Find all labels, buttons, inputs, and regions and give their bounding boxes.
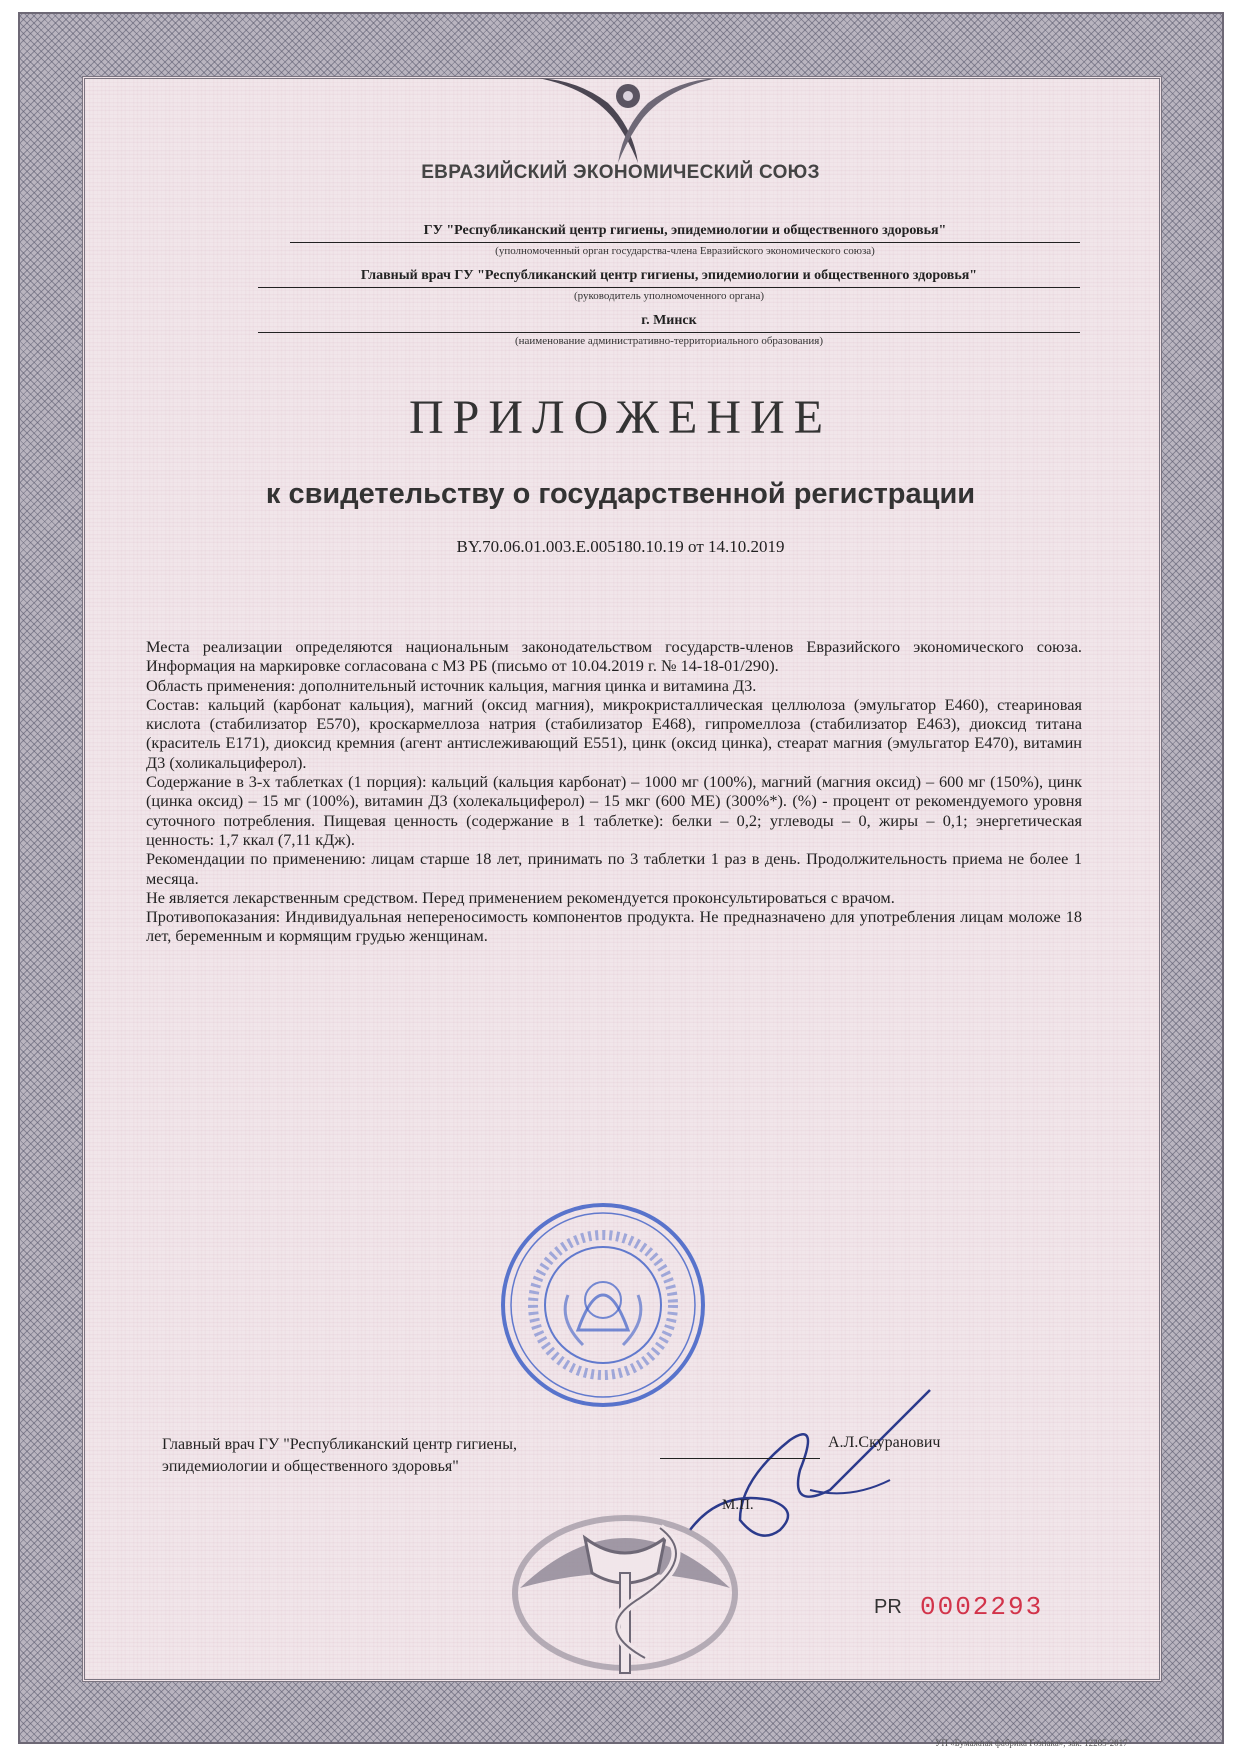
head-name: Главный врач ГУ "Республиканский центр гигиены, эпидемиологии и общественного здоровья" xyxy=(360,268,978,283)
body-paragraph: Рекомендации по применению: лицам старше 18 лет, принимать по 3 таблетки 1 раз в день. Продолжительность приема не более 1 месяца. xyxy=(146,849,1082,888)
serial-number: 0002293 xyxy=(920,1592,1044,1622)
signatory-position-line1: Главный врач ГУ "Республиканский центр гигиены, xyxy=(162,1436,517,1453)
city-name: г. Минск xyxy=(641,313,697,328)
seal-label: М.П. xyxy=(722,1497,754,1513)
body-paragraph: Область применения: дополнительный источник кальция, магния цинка и витамина Д3. xyxy=(146,675,757,695)
body-text xyxy=(146,637,1082,946)
authority-underline xyxy=(290,242,1080,243)
serial-prefix: PR xyxy=(874,1596,902,1618)
document-title: ПРИЛОЖЕНИЕ xyxy=(408,391,833,444)
authority-name: ГУ "Республиканский центр гигиены, эпидемиологии и общественного здоровья" xyxy=(423,223,947,238)
authority-caption: (уполномоченный орган государства-члена Евразийского экономического союза) xyxy=(495,245,875,257)
head-caption: (руководитель уполномоченного органа) xyxy=(573,290,765,302)
signature-line xyxy=(660,1458,820,1459)
medical-emblem-icon xyxy=(510,1498,740,1678)
signatory-name: А.Л.Скуранович xyxy=(828,1434,941,1451)
union-title: ЕВРАЗИЙСКИЙ ЭКОНОМИЧЕСКИЙ СОЮЗ xyxy=(421,162,820,183)
registration-number: BY.70.06.01.003.E.005180.10.19 от 14.10.2019 xyxy=(456,537,785,556)
city-underline xyxy=(258,332,1080,333)
body-paragraph: Места реализации определяются национальным законодательством государств-членов Евразийского экономического союза. Информация на маркировке согласована с МЗ РБ (письмо от 10.04.2019 г. № 14-18-01/290). xyxy=(146,637,1082,676)
printer-footer: УП «Бумажная фабрика Гознака», зак. 12285-2017 xyxy=(935,1738,1128,1748)
head-underline xyxy=(258,287,1080,288)
body-paragraph: Не является лекарственным средством. Перед применением рекомендуется проконсультироваться с врачом. xyxy=(146,887,895,907)
body-paragraph: Состав: кальций (карбонат кальция), магний (оксид магния), микрокристаллическая целлюлоза (эмульгатор Е460), стеариновая кислота (стабилизатор Е570), кроскармеллоза натрия (стабилизатор Е468), гипромеллоза (стабилизатор Е463), диоксид титана (краситель Е171), диоксид кремния (агент антислеживающий Е551), цинк (оксид цинка), стеарат магния (эмульгатор Е470), витамин Д3 (холикальциферол). xyxy=(146,694,1082,772)
eaeu-logo-icon xyxy=(518,58,738,168)
city-caption: (наименование административно-территориального образования) xyxy=(514,335,824,347)
document-subtitle: к свидетельству о государственной регистрации xyxy=(265,478,976,510)
body-paragraph: Противопоказания: Индивидуальная непереносимость компонентов продукта. Не предназначено для употребления лицам моложе 18 лет, беременным и кормящим грудью женщинам. xyxy=(146,907,1082,946)
body-paragraph: Содержание в 3-х таблетках (1 порция): кальций (кальция карбонат) – 1000 мг (100%), магний (магния оксид) – 600 мг (150%), цинк (цинка оксид) – 15 мг (100%), витамин Д3 (холекальциферол) – 15 мкг (600 МЕ) (300%*). (%) - процент от рекомендуемого уровня суточного потребления. Пищевая ценность (содержание в 1 таблетке): белки – 0,2; углеводы – 0, жиры – 0,1; энергетическая ценность: 1,7 ккал (7,11 кДж). xyxy=(146,772,1082,849)
signatory-position-line2: эпидемиологии и общественного здоровья" xyxy=(162,1458,459,1475)
signatory-position xyxy=(162,1434,517,1478)
official-stamp-icon xyxy=(498,1200,708,1410)
